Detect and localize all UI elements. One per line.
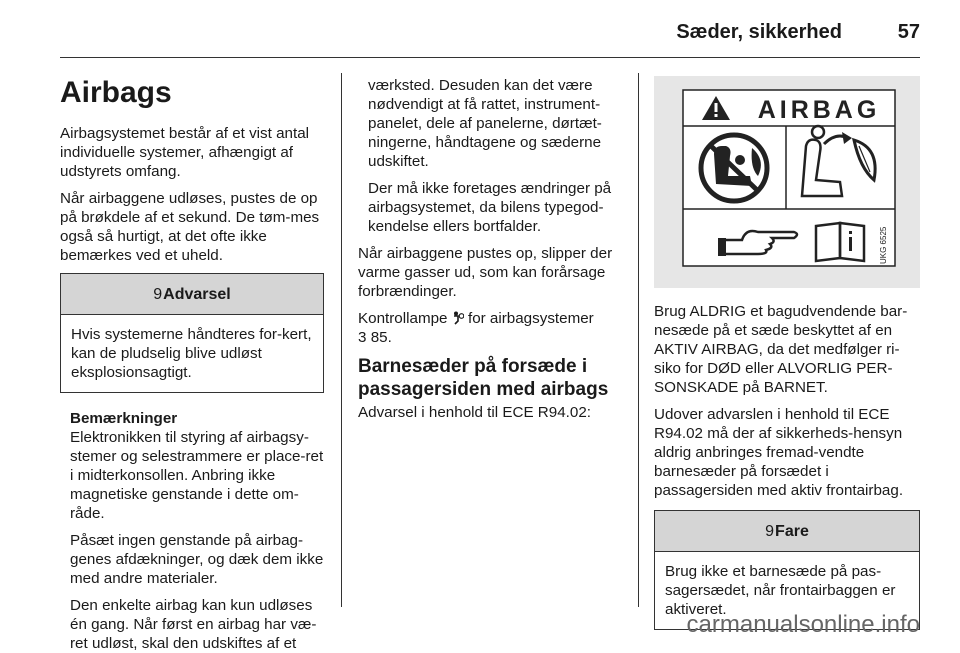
paragraph: Advarsel i henhold til ECE R94.02: [358, 404, 592, 421]
column-divider-2 [638, 73, 639, 607]
label-title: AIRBAG [757, 96, 881, 124]
header-rule [60, 57, 920, 58]
warning-icon: 9 [153, 285, 163, 303]
warning-box [60, 273, 324, 393]
page-number: 57 [897, 21, 920, 43]
paragraph-text: for airbagsystemer [467, 310, 594, 327]
note-paragraph: Påsæt ingen genstande på airbag-genes afdækninger, og dæk dem ikke med andre materialer. [70, 532, 324, 587]
paragraph: Når airbaggene udløses, pustes de op på brøkdele af et sekund. De tøm-mes også så hurtigt, at det ofte ikke bemærkes ved et uheld. [60, 190, 320, 264]
danger-text: Brug ikke et barnesæde på pas-sagersædet, når frontairbaggen er aktiveret. [665, 563, 896, 618]
page-reference[interactable]: 85. [370, 329, 392, 346]
column-1 [60, 76, 324, 653]
warning-icon: 9 [765, 522, 775, 540]
notes [60, 409, 324, 653]
paragraph: Når airbaggene pustes op, slipper der varme gasser ud, som kan forårsage forbrændinger. [358, 245, 613, 300]
paragraph-text: Kontrollampe [358, 310, 448, 327]
column-3 [654, 302, 920, 646]
notes-continued [358, 76, 624, 236]
airbags-heading: Airbags [60, 76, 172, 109]
column-2 [358, 76, 624, 430]
child-seat-heading: Barnesæder på forsæde i passagersiden med airbags [358, 356, 609, 400]
danger-title: Fare [775, 522, 809, 540]
note-paragraph: Der må ikke foretages ændringer på airbagsystemet, da bilens typegod-kendelse ellers bortfalder. [368, 180, 612, 235]
warning-text: Hvis systemerne håndteres for-kert, kan de pludselig blive udløst eksplosionsagtigt. [71, 326, 312, 381]
note-paragraph: Den enkelte airbag kan kun udløses én gang. Når først en airbag har væ-ret udløst, skal den udskiftes af et [70, 597, 317, 652]
note-paragraph: værksted. Desuden kan det være nødvendigt at få rattet, instrument-panelet, dele af panelerne, dørtæt-ningerne, håndtagene og sæderne udskiftet. [368, 77, 602, 170]
airbag-warning-label-illustration [654, 76, 920, 288]
label-code: UKG 6525 [879, 226, 888, 264]
note-paragraph: Elektronikken til styring af airbagsy-stemer og selestrammere er place-ret i midterkonsollen. Anbring ikke magnetiske genstande i dette om-råde. [70, 429, 324, 522]
airbag-warning-light-icon [452, 310, 464, 327]
column-divider-1 [341, 73, 342, 607]
notes-heading: Bemærkninger [70, 410, 178, 427]
paragraph: Brug ALDRIG et bagudvendende bar-nesæde på et sæde beskyttet af en AKTIV AIRBAG, da det medfølger ri-siko for DØD eller ALVORLIG PER-SONSKADE på BARNET. [654, 303, 908, 396]
warning-box-header [61, 274, 323, 315]
warning-title: Advarsel [163, 285, 231, 303]
paragraph: Udover advarslen i henhold til ECE R94.02 må der af sikkerheds-hensyn aldrig anbringes fremad-vendte barnesæder på forsædet i passagersiden med aktiv frontairbag. [654, 406, 904, 499]
page-reference-icon: 3 [358, 329, 367, 346]
page-header [0, 0, 960, 60]
paragraph: Airbagsystemet består af et vist antal individuelle systemer, afhængigt af udstyrets omfang. [60, 125, 310, 180]
danger-box-header [655, 511, 919, 552]
section-title: Sæder, sikkerhed [676, 21, 842, 43]
watermark: carmanualsonline.info [686, 611, 920, 638]
paragraph [358, 309, 624, 347]
